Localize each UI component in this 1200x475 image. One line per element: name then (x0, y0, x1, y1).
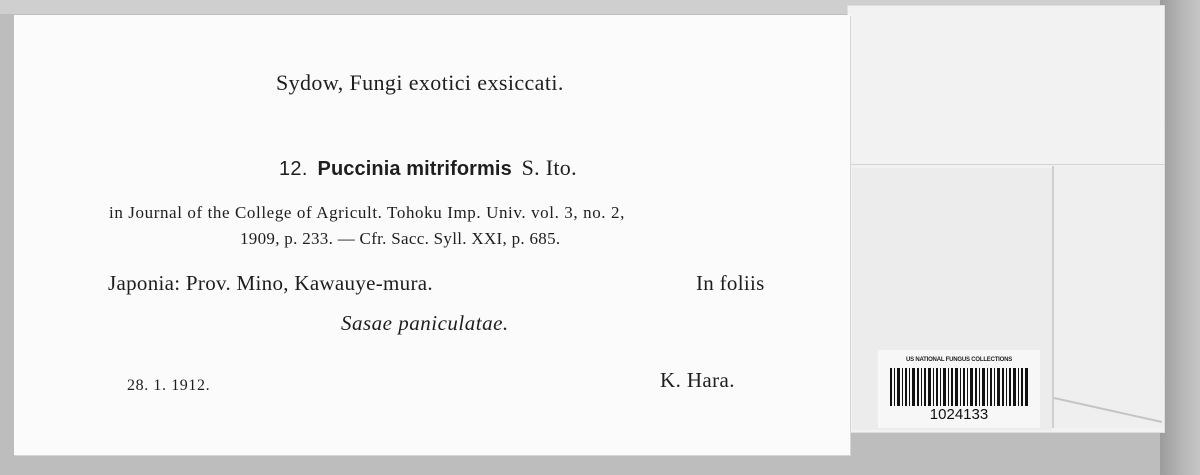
reference-line-1: in Journal of the College of Agricult. Tohoku Imp. Univ. vol. 3, no. 2, (109, 203, 625, 222)
barcode-tag (878, 350, 1040, 428)
species-line (279, 155, 577, 181)
flap-crease-lines (1054, 166, 1164, 428)
barcode-icon (890, 368, 1028, 406)
host-prefix: In foliis (696, 271, 765, 295)
exsiccata-number: 12. (279, 158, 308, 180)
reference-line-2: 1909, p. 233. — Cfr. Sacc. Syll. XXI, p. 685. (240, 229, 561, 248)
collection-date: 28. 1. 1912. (127, 377, 211, 394)
collector-name: K. Hara. (660, 368, 735, 392)
species-name: Puccinia mitriformis (317, 158, 512, 180)
species-author: S. Ito. (521, 155, 577, 180)
exsiccata-label (14, 15, 850, 455)
series-title: Sydow, Fungi exotici exsiccati. (276, 70, 564, 95)
background-right-edge (1160, 0, 1200, 475)
barcode-tag-header: US NATIONAL FUNGUS COLLECTIONS (905, 357, 1013, 363)
locality: Japonia: Prov. Mino, Kawauye-mura. (108, 271, 433, 295)
packet-fold-line (848, 164, 1164, 165)
host-name: Sasae paniculatae. (341, 311, 509, 335)
catalog-number: 1024133 (929, 406, 989, 423)
packet-flap (1052, 166, 1164, 428)
